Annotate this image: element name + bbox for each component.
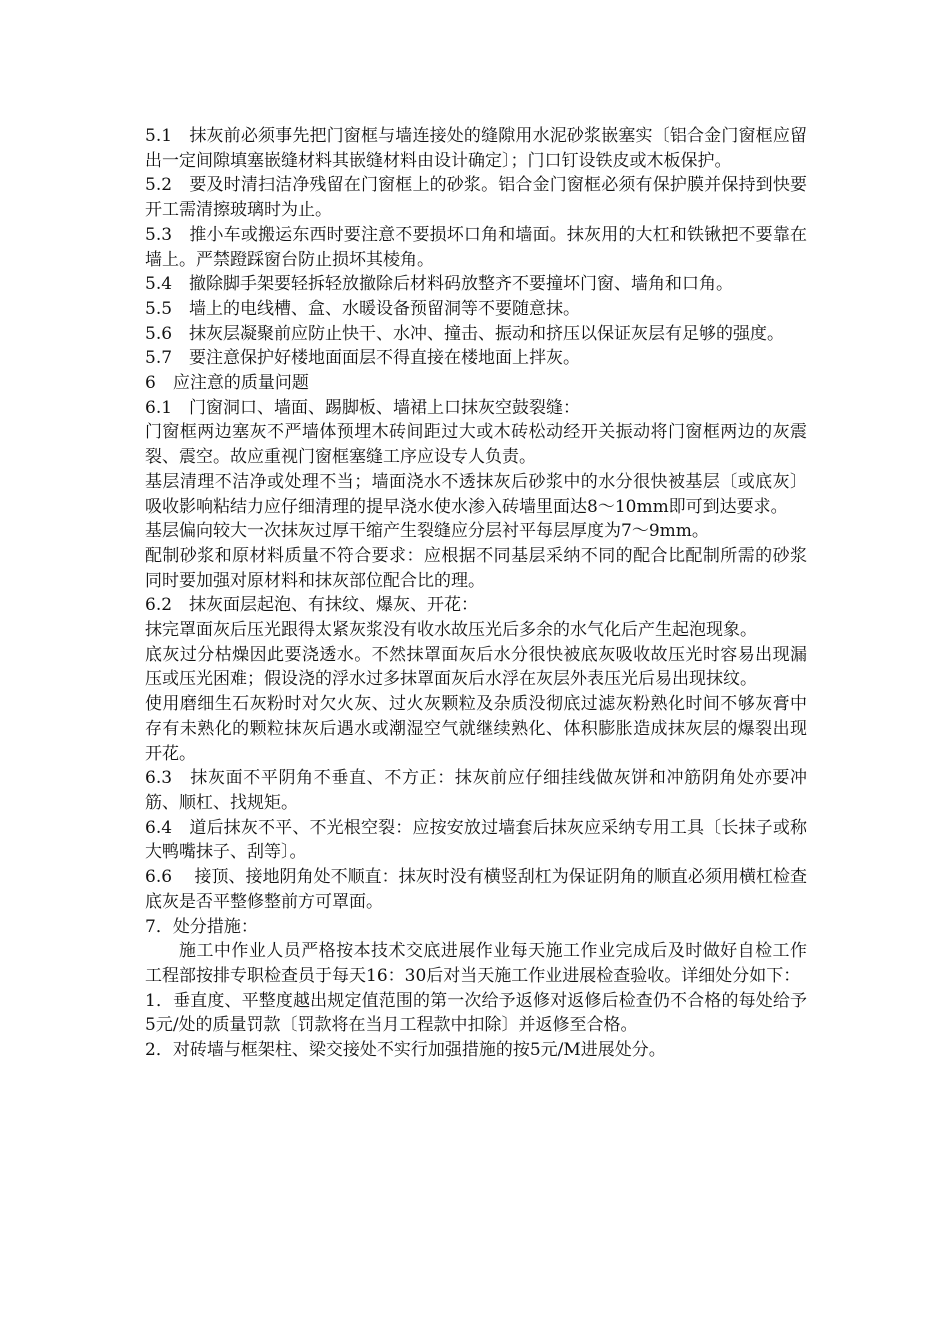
paragraph-6-1-b: 基层清理不洁净或处理不当；墙面浇水不透抹灰后砂浆中的水分很快被基层〔或底灰〕吸收影响粘结力应仔细清理的提早浇水使水渗入砖墙里面达8～10mm即可到达要求。 xyxy=(145,471,807,517)
paragraph-5-5: 5.5 墙上的电线槽、盒、水暖设备预留洞等不要随意抹。 xyxy=(145,298,581,319)
paragraph-5-6: 5.6 抹灰层凝聚前应防止快干、水冲、撞击、振动和挤压以保证灰层有足够的强度。 xyxy=(145,323,785,344)
paragraph-7-intro: 施工中作业人员严格按本技术交底进展作业每天施工作业完成后及时做好自检工作工程部按排专职检查员于每天16：30后对当天施工作业进展检查验收。详细处分如下： xyxy=(145,941,807,986)
paragraph-6-1-a: 门窗框两边塞灰不严墙体预埋木砖间距过大或木砖松动经开关振动将门窗框两边的灰震裂、震空。故应重视门窗框塞缝工序应设专人负责。 xyxy=(145,422,807,468)
paragraph-6-1-d: 配制砂浆和原材料质量不符合要求：应根据不同基层采纳不同的配合比配制所需的砂浆同时要加强对原材料和抹灰部位配合比的理。 xyxy=(145,545,807,591)
paragraph-6-2-c: 使用磨细生石灰粉时对欠火灰、过火灰颗粒及杂质没彻底过滤灰粉熟化时间不够灰膏中存有未熟化的颗粒抹灰后遇水或潮湿空气就继续熟化、体积膨胀造成抹灰层的爆裂出现开花。 xyxy=(145,694,807,764)
paragraph-6-4: 6.4 道后抹灰不平、不光根空裂：应按安放过墙套后抹灰应采纳专用工具〔长抹子或称大鸭嘴抹子、刮等〕。 xyxy=(145,817,807,863)
paragraph-6-2-b: 底灰过分枯燥因此要浇透水。不然抹罩面灰后水分很快被底灰吸收故压光时容易出现漏压或压光困难；假设浇的浮水过多抹罩面灰后水浮在灰层外表压光后易出现抹纹。 xyxy=(145,644,807,690)
paragraph-6-3: 6.3 抹灰面不平阴角不垂直、不方正：抹灰前应仔细挂线做灰饼和冲筋阴角处亦要冲筋、顺杠、找规矩。 xyxy=(145,768,807,813)
paragraph-6-2-a: 抹完罩面灰后压光跟得太紧灰浆没有收水故压光后多余的水气化后产生起泡现象。 xyxy=(145,620,757,641)
document-body xyxy=(145,124,807,1063)
paragraph-5-7: 5.7 要注意保护好楼地面面层不得直接在楼地面上拌灰。 xyxy=(145,348,581,369)
paragraph-5-3: 5.3 推小车或搬运东西时要注意不要损坏口角和墙面。抹灰用的大杠和铁锹把不要靠在墙上。严禁蹬踩窗台防止损坏其棱角。 xyxy=(145,224,807,270)
section-heading-6: 6 应注意的质量问题 xyxy=(145,373,309,394)
paragraph-6-1-c: 基层偏向较大一次抹灰过厚干缩产生裂缝应分层衬平每层厚度为7～9mm。 xyxy=(145,521,709,542)
paragraph-7-2: 2．对砖墙与框架柱、梁交接处不实行加强措施的按5元/M进展处分。 xyxy=(145,1040,666,1061)
section-heading-7: 7．处分措施： xyxy=(145,916,258,937)
paragraph-6-1: 6.1 门窗洞口、墙面、踢脚板、墙裙上口抹灰空鼓裂缝： xyxy=(145,397,581,418)
paragraph-6-6: 6.6 接顶、接地阴角处不顺直：抹灰时没有横竖刮杠为保证阴角的顺直必须用横杠检查底灰是否平整修整前方可罩面。 xyxy=(145,867,807,912)
paragraph-5-2: 5.2 要及时清扫洁净残留在门窗框上的砂浆。铝合金门窗框必须有保护膜并保持到快要开工需清擦玻璃时为止。 xyxy=(145,175,807,221)
paragraph-5-1: 5.1 抹灰前必须事先把门窗框与墙连接处的缝隙用水泥砂浆嵌塞实〔铝合金门窗框应留出一定间隙填塞嵌缝材料其嵌缝材料由设计确定〕；门口钉设铁皮或木板保护。 xyxy=(145,126,807,171)
paragraph-6-2: 6.2 抹灰面层起泡、有抹纹、爆灰、开花： xyxy=(145,595,479,616)
paragraph-5-4: 5.4 撤除脚手架要轻拆轻放撤除后材料码放整齐不要撞坏门窗、墙角和口角。 xyxy=(145,274,734,295)
paragraph-7-1: 1．垂直度、平整度越出规定值范围的第一次给予返修对返修后检查仍不合格的每处给予5元/处的质量罚款〔罚款将在当月工程款中扣除〕并返修至合格。 xyxy=(145,990,807,1036)
